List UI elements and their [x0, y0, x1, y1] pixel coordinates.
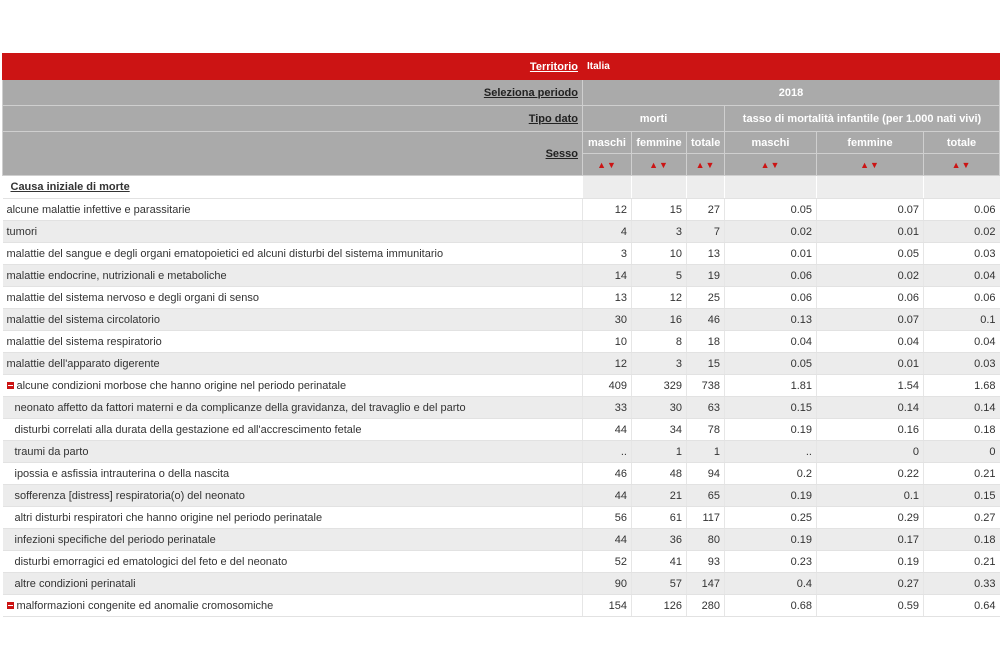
value-cell: 12 [632, 287, 687, 309]
value-cell: 44 [583, 485, 632, 507]
territorio-value[interactable]: Italia [583, 54, 1000, 80]
table-row [3, 287, 1000, 309]
value-cell: 80 [687, 529, 725, 551]
value-cell: 0.04 [817, 331, 924, 353]
sesso-header-maschi-tasso: maschi [725, 132, 817, 154]
value-cell: 0.06 [924, 287, 1000, 309]
value-cell: 10 [583, 331, 632, 353]
value-cell: 0.15 [725, 397, 817, 419]
value-cell: 1.68 [924, 375, 1000, 397]
table-row [3, 309, 1000, 331]
value-cell: 0.14 [924, 397, 1000, 419]
value-cell: 0.16 [817, 419, 924, 441]
table-row [3, 485, 1000, 507]
value-cell: 0.13 [725, 309, 817, 331]
value-cell: 0 [817, 441, 924, 463]
table-row [3, 595, 1000, 617]
value-cell: 44 [583, 529, 632, 551]
value-cell: 36 [632, 529, 687, 551]
value-cell: 94 [687, 463, 725, 485]
mortality-table [2, 53, 1000, 617]
value-cell: 33 [583, 397, 632, 419]
tipo-dato-label[interactable]: Tipo dato [3, 106, 583, 132]
value-cell: 15 [687, 353, 725, 375]
value-cell: 57 [632, 573, 687, 595]
value-cell: 13 [583, 287, 632, 309]
value-cell: 12 [583, 353, 632, 375]
sesso-header-maschi-morti: maschi [583, 132, 632, 154]
value-cell: 0.1 [924, 309, 1000, 331]
value-cell: 13 [687, 243, 725, 265]
cause-cell [3, 265, 583, 287]
cause-label: malformazioni congenite ed anomalie cromosomiche [16, 599, 274, 612]
cause-cell [3, 485, 583, 507]
value-cell: 280 [687, 595, 725, 617]
cause-label: ipossia e asfissia intrauterina o della nascita [14, 467, 230, 480]
value-cell: 21 [632, 485, 687, 507]
value-cell: 0.33 [924, 573, 1000, 595]
sort-arrows-icon[interactable]: ▲▼ [760, 159, 781, 170]
value-cell: 0.64 [924, 595, 1000, 617]
cause-cell [3, 573, 583, 595]
sesso-row [3, 132, 1000, 154]
value-cell: 0.02 [924, 221, 1000, 243]
table-row [3, 529, 1000, 551]
value-cell: 44 [583, 419, 632, 441]
sesso-header-femmine-morti: femmine [632, 132, 687, 154]
value-cell: 0.25 [725, 507, 817, 529]
value-cell: 0.59 [817, 595, 924, 617]
value-cell: 3 [632, 221, 687, 243]
cause-label: traumi da parto [14, 445, 89, 458]
value-cell: 0.05 [817, 243, 924, 265]
table-row [3, 463, 1000, 485]
value-cell: 0.19 [725, 485, 817, 507]
value-cell: 65 [687, 485, 725, 507]
value-cell: 8 [632, 331, 687, 353]
value-cell: 15 [632, 199, 687, 221]
value-cell: 1.81 [725, 375, 817, 397]
cause-label: malattie dell'apparato digerente [6, 357, 160, 370]
cause-label: disturbi emorragici ed ematologici del feto e del neonato [14, 555, 288, 568]
value-cell: 126 [632, 595, 687, 617]
tipo-tasso-header: tasso di mortalità infantile (per 1.000 nati vivi) [725, 106, 1000, 132]
value-cell: 0.17 [817, 529, 924, 551]
cause-label: tumori [6, 225, 38, 238]
table-row [3, 331, 1000, 353]
table-row [3, 573, 1000, 595]
value-cell: 0.23 [725, 551, 817, 573]
data-table-frame [2, 53, 999, 617]
value-cell: 63 [687, 397, 725, 419]
table-row [3, 199, 1000, 221]
table-row [3, 375, 1000, 397]
cause-cell [3, 419, 583, 441]
tipo-morti-header: morti [583, 106, 725, 132]
table-row [3, 353, 1000, 375]
causa-label[interactable]: Causa iniziale di morte [3, 176, 583, 199]
value-cell: 25 [687, 287, 725, 309]
sort-arrows-icon[interactable]: ▲▼ [695, 159, 716, 170]
value-cell: 0.07 [817, 309, 924, 331]
value-cell: 61 [632, 507, 687, 529]
value-cell: 0.03 [924, 353, 1000, 375]
cause-cell [3, 441, 583, 463]
value-cell: 52 [583, 551, 632, 573]
cause-cell [3, 331, 583, 353]
cause-cell [3, 309, 583, 331]
value-cell: 0.2 [725, 463, 817, 485]
cause-label: malattie del sangue e degli organi ematopoietici ed alcuni disturbi del sistema immunitario [6, 247, 444, 260]
cause-cell [3, 529, 583, 551]
cause-label: alcune malattie infettive e parassitarie [6, 203, 191, 216]
cause-cell [3, 507, 583, 529]
value-cell: 0.19 [817, 551, 924, 573]
sort-arrows-icon[interactable]: ▲▼ [597, 159, 617, 170]
value-cell: 78 [687, 419, 725, 441]
value-cell: 30 [632, 397, 687, 419]
table-row [3, 397, 1000, 419]
value-cell: 0.4 [725, 573, 817, 595]
periodo-value[interactable]: 2018 [583, 80, 1000, 106]
cause-cell [3, 199, 583, 221]
value-cell: 147 [687, 573, 725, 595]
cause-cell [3, 287, 583, 309]
value-cell: 0.01 [725, 243, 817, 265]
value-cell: 0.04 [725, 331, 817, 353]
value-cell: 0.01 [817, 221, 924, 243]
value-cell: 0.14 [817, 397, 924, 419]
value-cell: 0.03 [924, 243, 1000, 265]
value-cell: 0.19 [725, 529, 817, 551]
value-cell: 0.21 [924, 551, 1000, 573]
value-cell: 93 [687, 551, 725, 573]
sort-arrows-icon[interactable]: ▲▼ [649, 159, 669, 170]
value-cell: .. [725, 441, 817, 463]
value-cell: 41 [632, 551, 687, 573]
data-rows [3, 199, 1000, 617]
value-cell: 0.06 [817, 287, 924, 309]
value-cell: 46 [583, 463, 632, 485]
value-cell: 90 [583, 573, 632, 595]
cause-label: malattie del sistema circolatorio [6, 313, 160, 326]
value-cell: 0.68 [725, 595, 817, 617]
value-cell: 0.02 [817, 265, 924, 287]
value-cell: 56 [583, 507, 632, 529]
sesso-header-totale-morti: totale [687, 132, 725, 154]
value-cell: 0.27 [817, 573, 924, 595]
cause-cell [3, 595, 583, 617]
value-cell: 3 [583, 243, 632, 265]
value-cell: 0.19 [725, 419, 817, 441]
value-cell: 0.18 [924, 529, 1000, 551]
value-cell: 0.1 [817, 485, 924, 507]
cause-label: malattie endocrine, nutrizionali e metaboliche [6, 269, 227, 282]
value-cell: 7 [687, 221, 725, 243]
value-cell: 1 [632, 441, 687, 463]
table-row [3, 441, 1000, 463]
value-cell: 0.22 [817, 463, 924, 485]
sesso-header-totale-tasso: totale [924, 132, 1000, 154]
value-cell: 14 [583, 265, 632, 287]
value-cell: 329 [632, 375, 687, 397]
value-cell: 3 [632, 353, 687, 375]
cause-cell [3, 353, 583, 375]
territorio-row [3, 54, 1000, 80]
table-row [3, 551, 1000, 573]
value-cell: 18 [687, 331, 725, 353]
value-cell: 4 [583, 221, 632, 243]
sort-arrows-icon[interactable]: ▲▼ [951, 159, 972, 170]
table-row [3, 243, 1000, 265]
value-cell: 0 [924, 441, 1000, 463]
table-row [3, 265, 1000, 287]
cause-cell [3, 551, 583, 573]
value-cell: 19 [687, 265, 725, 287]
value-cell: 117 [687, 507, 725, 529]
value-cell: 0.07 [817, 199, 924, 221]
sort-arrows-icon[interactable]: ▲▼ [860, 159, 880, 170]
table-row [3, 419, 1000, 441]
value-cell: 0.15 [924, 485, 1000, 507]
cause-cell [3, 375, 583, 397]
value-cell: 30 [583, 309, 632, 331]
value-cell: 0.27 [924, 507, 1000, 529]
value-cell: .. [583, 441, 632, 463]
value-cell: 738 [687, 375, 725, 397]
cause-label: malattie del sistema nervoso e degli organi di senso [6, 291, 260, 304]
value-cell: 0.29 [817, 507, 924, 529]
table-row [3, 507, 1000, 529]
value-cell: 0.02 [725, 221, 817, 243]
periodo-label[interactable]: Seleziona periodo [3, 80, 583, 106]
value-cell: 0.04 [924, 265, 1000, 287]
value-cell: 0.06 [725, 287, 817, 309]
collapse-icon[interactable] [7, 602, 14, 609]
value-cell: 34 [632, 419, 687, 441]
value-cell: 0.04 [924, 331, 1000, 353]
tipo-dato-row [3, 106, 1000, 132]
cause-cell [3, 243, 583, 265]
value-cell: 10 [632, 243, 687, 265]
value-cell: 12 [583, 199, 632, 221]
cause-label: alcune condizioni morbose che hanno origine nel periodo perinatale [16, 379, 347, 392]
value-cell: 0.01 [817, 353, 924, 375]
cause-cell [3, 397, 583, 419]
sesso-header-femmine-tasso: femmine [817, 132, 924, 154]
value-cell: 154 [583, 595, 632, 617]
value-cell: 1 [687, 441, 725, 463]
cause-label: neonato affetto da fattori materni e da complicanze della gravidanza, del travaglio e del parto [14, 401, 466, 414]
value-cell: 0.05 [725, 199, 817, 221]
collapse-icon[interactable] [7, 382, 14, 389]
cause-label: disturbi correlati alla durata della gestazione ed all'accrescimento fetale [14, 423, 362, 436]
causa-header-row [3, 176, 1000, 199]
value-cell: 0.18 [924, 419, 1000, 441]
periodo-row [3, 80, 1000, 106]
value-cell: 46 [687, 309, 725, 331]
cause-label: sofferenza [distress] respiratoria(o) del neonato [14, 489, 245, 502]
value-cell: 0.21 [924, 463, 1000, 485]
value-cell: 16 [632, 309, 687, 331]
cause-label: altre condizioni perinatali [14, 577, 136, 590]
table-row [3, 221, 1000, 243]
value-cell: 0.06 [725, 265, 817, 287]
cause-label: malattie del sistema respiratorio [6, 335, 162, 348]
cause-label: infezioni specifiche del periodo perinatale [14, 533, 216, 546]
value-cell: 409 [583, 375, 632, 397]
value-cell: 5 [632, 265, 687, 287]
value-cell: 0.05 [725, 353, 817, 375]
cause-cell [3, 463, 583, 485]
value-cell: 0.06 [924, 199, 1000, 221]
territorio-label[interactable]: Territorio [3, 54, 583, 80]
cause-cell [3, 221, 583, 243]
value-cell: 1.54 [817, 375, 924, 397]
value-cell: 48 [632, 463, 687, 485]
value-cell: 27 [687, 199, 725, 221]
sesso-label[interactable]: Sesso [3, 132, 583, 176]
cause-label: altri disturbi respiratori che hanno origine nel periodo perinatale [14, 511, 323, 524]
